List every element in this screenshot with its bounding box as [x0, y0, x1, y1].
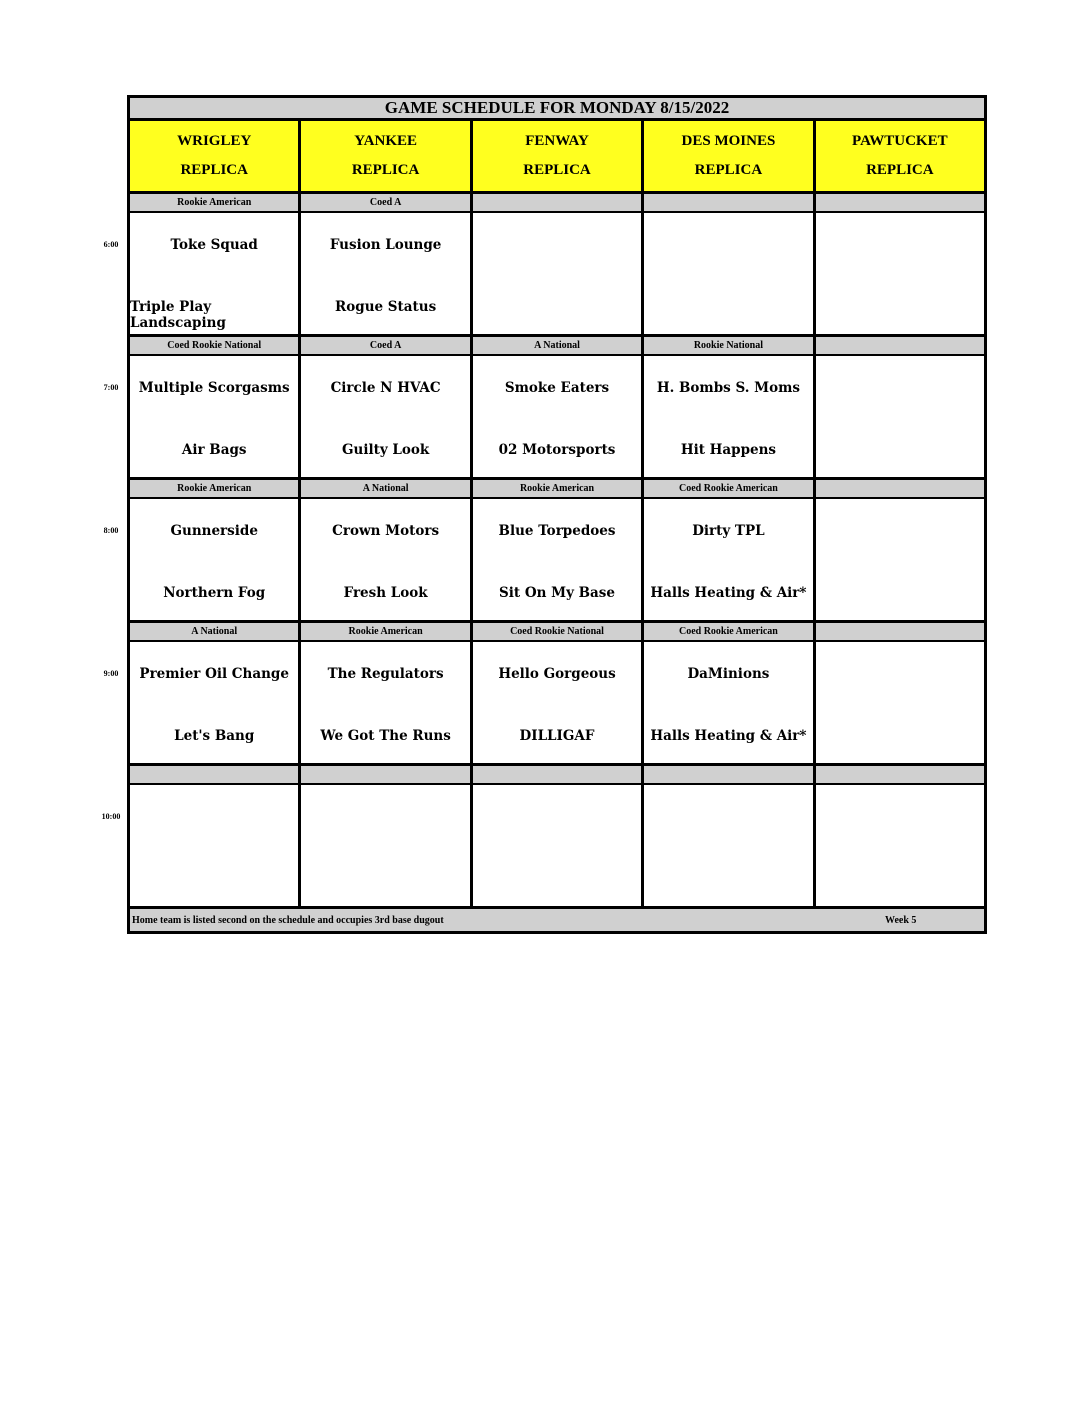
home-team: Air Bags: [181, 442, 247, 458]
game-cell: [301, 785, 472, 906]
home-team: Guilty Look: [341, 442, 430, 458]
game-cell: [130, 213, 301, 334]
division-label: Rookie American: [301, 623, 472, 640]
game-cell: [301, 356, 472, 477]
away-team: Blue Torpedoes: [498, 523, 616, 539]
game-cell: [473, 499, 644, 620]
division-label: [816, 480, 984, 497]
division-label: Rookie National: [644, 337, 815, 354]
division-label: [816, 194, 984, 211]
division-label: Rookie American: [130, 480, 301, 497]
home-team: Let's Bang: [174, 728, 255, 744]
time-slots: [127, 194, 987, 909]
game-cell: [301, 499, 472, 620]
division-label: [644, 766, 815, 783]
schedule-sheet: [127, 95, 987, 934]
away-team: Smoke Eaters: [504, 380, 610, 396]
game-cell: [816, 785, 984, 906]
home-team: Hit Happens: [680, 442, 777, 458]
week-label: Week 5: [885, 914, 917, 926]
away-team: DaMinions: [687, 666, 770, 682]
division-label: Coed Rookie American: [644, 623, 815, 640]
division-label: [816, 623, 984, 640]
home-team: Rogue Status: [335, 299, 437, 315]
game-cell: [130, 356, 301, 477]
game-row: [127, 499, 987, 623]
game-cell: [816, 356, 984, 477]
division-label: [644, 194, 815, 211]
division-row: [127, 766, 987, 785]
game-cell: [644, 642, 815, 763]
game-cell: [816, 499, 984, 620]
game-row: [127, 642, 987, 766]
venue-wrigley: [130, 121, 301, 191]
home-team: Fresh Look: [343, 585, 428, 601]
time-label: 6:00: [103, 240, 119, 249]
division-label: [816, 337, 984, 354]
footer-row: [127, 909, 987, 934]
division-label: Coed A: [301, 337, 472, 354]
away-team: Multiple Scorgasms: [138, 380, 290, 396]
venue-sub: REPLICA: [694, 162, 763, 178]
venue-pawtucket: [816, 121, 984, 191]
game-cell: [473, 356, 644, 477]
venue-des-moines: [644, 121, 815, 191]
away-team: Fusion Lounge: [329, 237, 442, 253]
home-team: Northern Fog: [163, 585, 266, 601]
away-team: Gunnerside: [170, 523, 258, 539]
home-team: Sit On My Base: [499, 585, 615, 601]
division-label: Rookie American: [473, 480, 644, 497]
away-team: Hello Gorgeous: [498, 666, 616, 682]
division-label: Coed Rookie National: [473, 623, 644, 640]
away-team: Premier Oil Change: [139, 666, 289, 682]
venue-name: FENWAY: [525, 133, 589, 149]
away-team: Toke Squad: [170, 237, 258, 253]
home-team: Halls Heating & Air*: [650, 728, 807, 744]
footer-note: Home team is listed second on the schedule and occupies 3rd base dugout: [132, 914, 444, 926]
game-cell: [473, 642, 644, 763]
venue-sub: REPLICA: [523, 162, 591, 178]
venue-name: YANKEE: [354, 133, 418, 149]
game-row: [127, 356, 987, 480]
time-label: 8:00: [103, 526, 119, 535]
division-label: [473, 194, 644, 211]
game-cell: [816, 213, 984, 334]
venue-header-row: [127, 121, 987, 194]
division-label: Coed Rookie National: [130, 337, 301, 354]
game-cell: [816, 642, 984, 763]
venue-fenway: [473, 121, 644, 191]
division-row: [127, 194, 987, 213]
division-row: [127, 623, 987, 642]
away-team: Dirty TPL: [692, 523, 765, 539]
game-cell: [130, 499, 301, 620]
home-team: Halls Heating & Air*: [650, 585, 807, 601]
venue-yankee: [301, 121, 472, 191]
division-row: [127, 480, 987, 499]
division-label: Coed A: [301, 194, 472, 211]
home-team: DILLIGAF: [519, 728, 595, 744]
division-label: A National: [301, 480, 472, 497]
game-cell: [473, 785, 644, 906]
away-team: Circle N HVAC: [330, 380, 441, 396]
venue-sub: REPLICA: [180, 162, 248, 178]
venue-name: WRIGLEY: [177, 133, 252, 149]
division-label: A National: [130, 623, 301, 640]
game-row: [127, 213, 987, 337]
game-cell: [130, 785, 301, 906]
home-team: Triple Play Landscaping: [130, 299, 226, 331]
venue-sub: REPLICA: [866, 162, 934, 178]
venue-name: DES MOINES: [681, 133, 776, 149]
game-cell: [644, 213, 815, 334]
division-label: [301, 766, 472, 783]
away-team: H. Bombs S. Moms: [656, 380, 800, 396]
division-label: [130, 766, 301, 783]
division-row: [127, 337, 987, 356]
away-team: Crown Motors: [332, 523, 440, 539]
away-team: The Regulators: [327, 666, 444, 682]
division-label: A National: [473, 337, 644, 354]
game-cell: [644, 356, 815, 477]
time-label: 9:00: [103, 669, 119, 678]
time-label: 7:00: [103, 383, 119, 392]
venue-name: PAWTUCKET: [852, 133, 948, 149]
game-row: [127, 785, 987, 909]
schedule-title: GAME SCHEDULE FOR MONDAY 8/15/2022: [127, 95, 987, 121]
time-label: 10:00: [101, 812, 121, 821]
game-cell: [644, 499, 815, 620]
game-cell: [301, 642, 472, 763]
game-cell: [130, 642, 301, 763]
home-team: 02 Motorsports: [498, 442, 616, 458]
game-cell: [473, 213, 644, 334]
game-cell: [644, 785, 815, 906]
home-team: We Got The Runs: [320, 728, 451, 744]
game-cell: [301, 213, 472, 334]
division-label: [816, 766, 984, 783]
venue-sub: REPLICA: [351, 162, 420, 178]
division-label: [473, 766, 644, 783]
division-label: Rookie American: [130, 194, 301, 211]
division-label: Coed Rookie American: [644, 480, 815, 497]
